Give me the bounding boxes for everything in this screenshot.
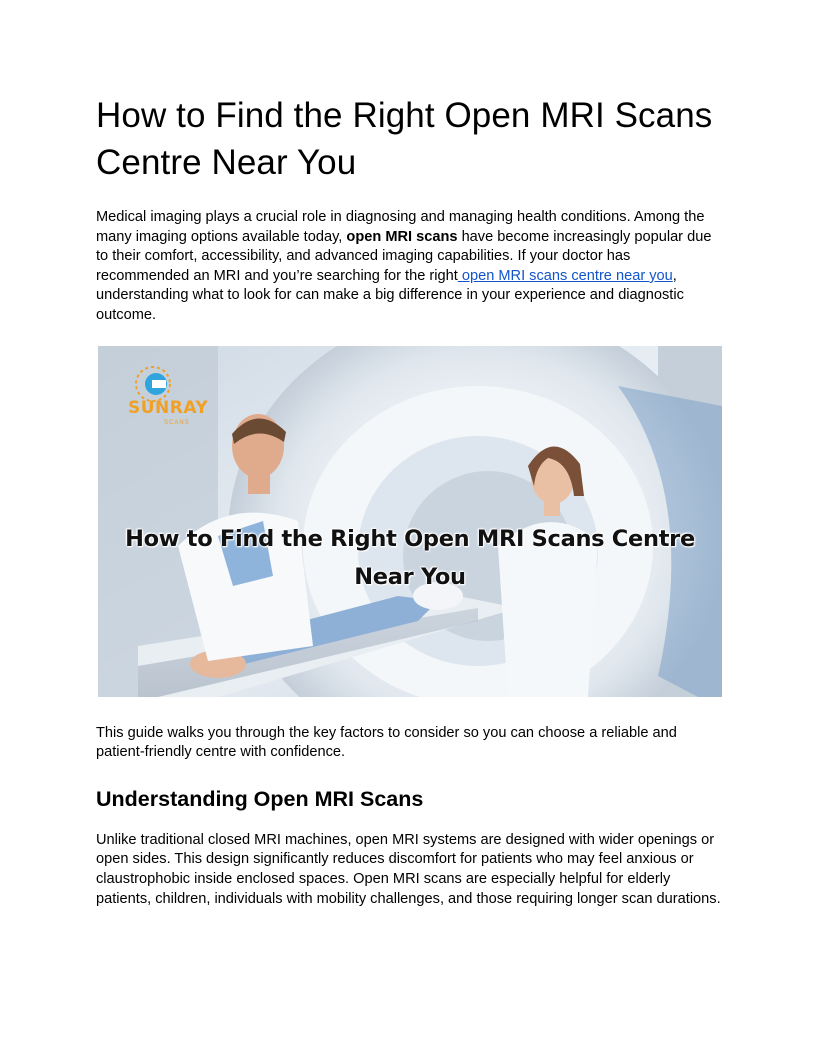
hero-caption bbox=[98, 520, 722, 596]
sunray-logo: SUNRAY bbox=[128, 397, 209, 418]
hero-caption-line-1: How to Find the Right Open MRI Scans Centre bbox=[125, 525, 695, 552]
section-paragraph: Unlike traditional closed MRI machines, open MRI systems are designed with wider openings or open sides. This design significantly reduces discomfort for patients who may feel anxious or claustrophobic inside enclosed spaces. Open MRI scans are especially helpful for elderly patients, children, individuals with mobility challenges, and those requiring longer scan durations. bbox=[96, 831, 721, 907]
hero-image bbox=[98, 346, 722, 697]
hero-caption-line-2: Near You bbox=[354, 563, 466, 590]
document-title: How to Find the Right Open MRI Scans Centre Near You bbox=[96, 96, 713, 182]
sunray-logo-subtext: SCANS bbox=[164, 419, 190, 426]
guide-paragraph: This guide walks you through the key factors to consider so you can choose a reliable and patient-friendly centre with confidence. bbox=[96, 724, 677, 761]
section-heading: Understanding Open MRI Scans bbox=[96, 786, 424, 811]
open-mri-centre-link[interactable]: open MRI scans centre near you bbox=[457, 267, 673, 284]
intro-paragraph bbox=[96, 208, 722, 326]
intro-bold-text: open MRI scans bbox=[346, 228, 458, 245]
intro-text-2: have become increasingly popular due to their comfort, accessibility, and advanced imaging capabilities. If your doctor has recommended an MRI and you’re searching for the right bbox=[96, 228, 712, 284]
intro-text-1: Medical imaging plays a crucial role in diagnosing and managing health conditions. Among the many imaging options available today, bbox=[96, 209, 705, 245]
document-page bbox=[96, 92, 722, 909]
intro-text-3: , understanding what to look for can make a big difference in your experience and diagnostic outcome. bbox=[96, 267, 684, 323]
